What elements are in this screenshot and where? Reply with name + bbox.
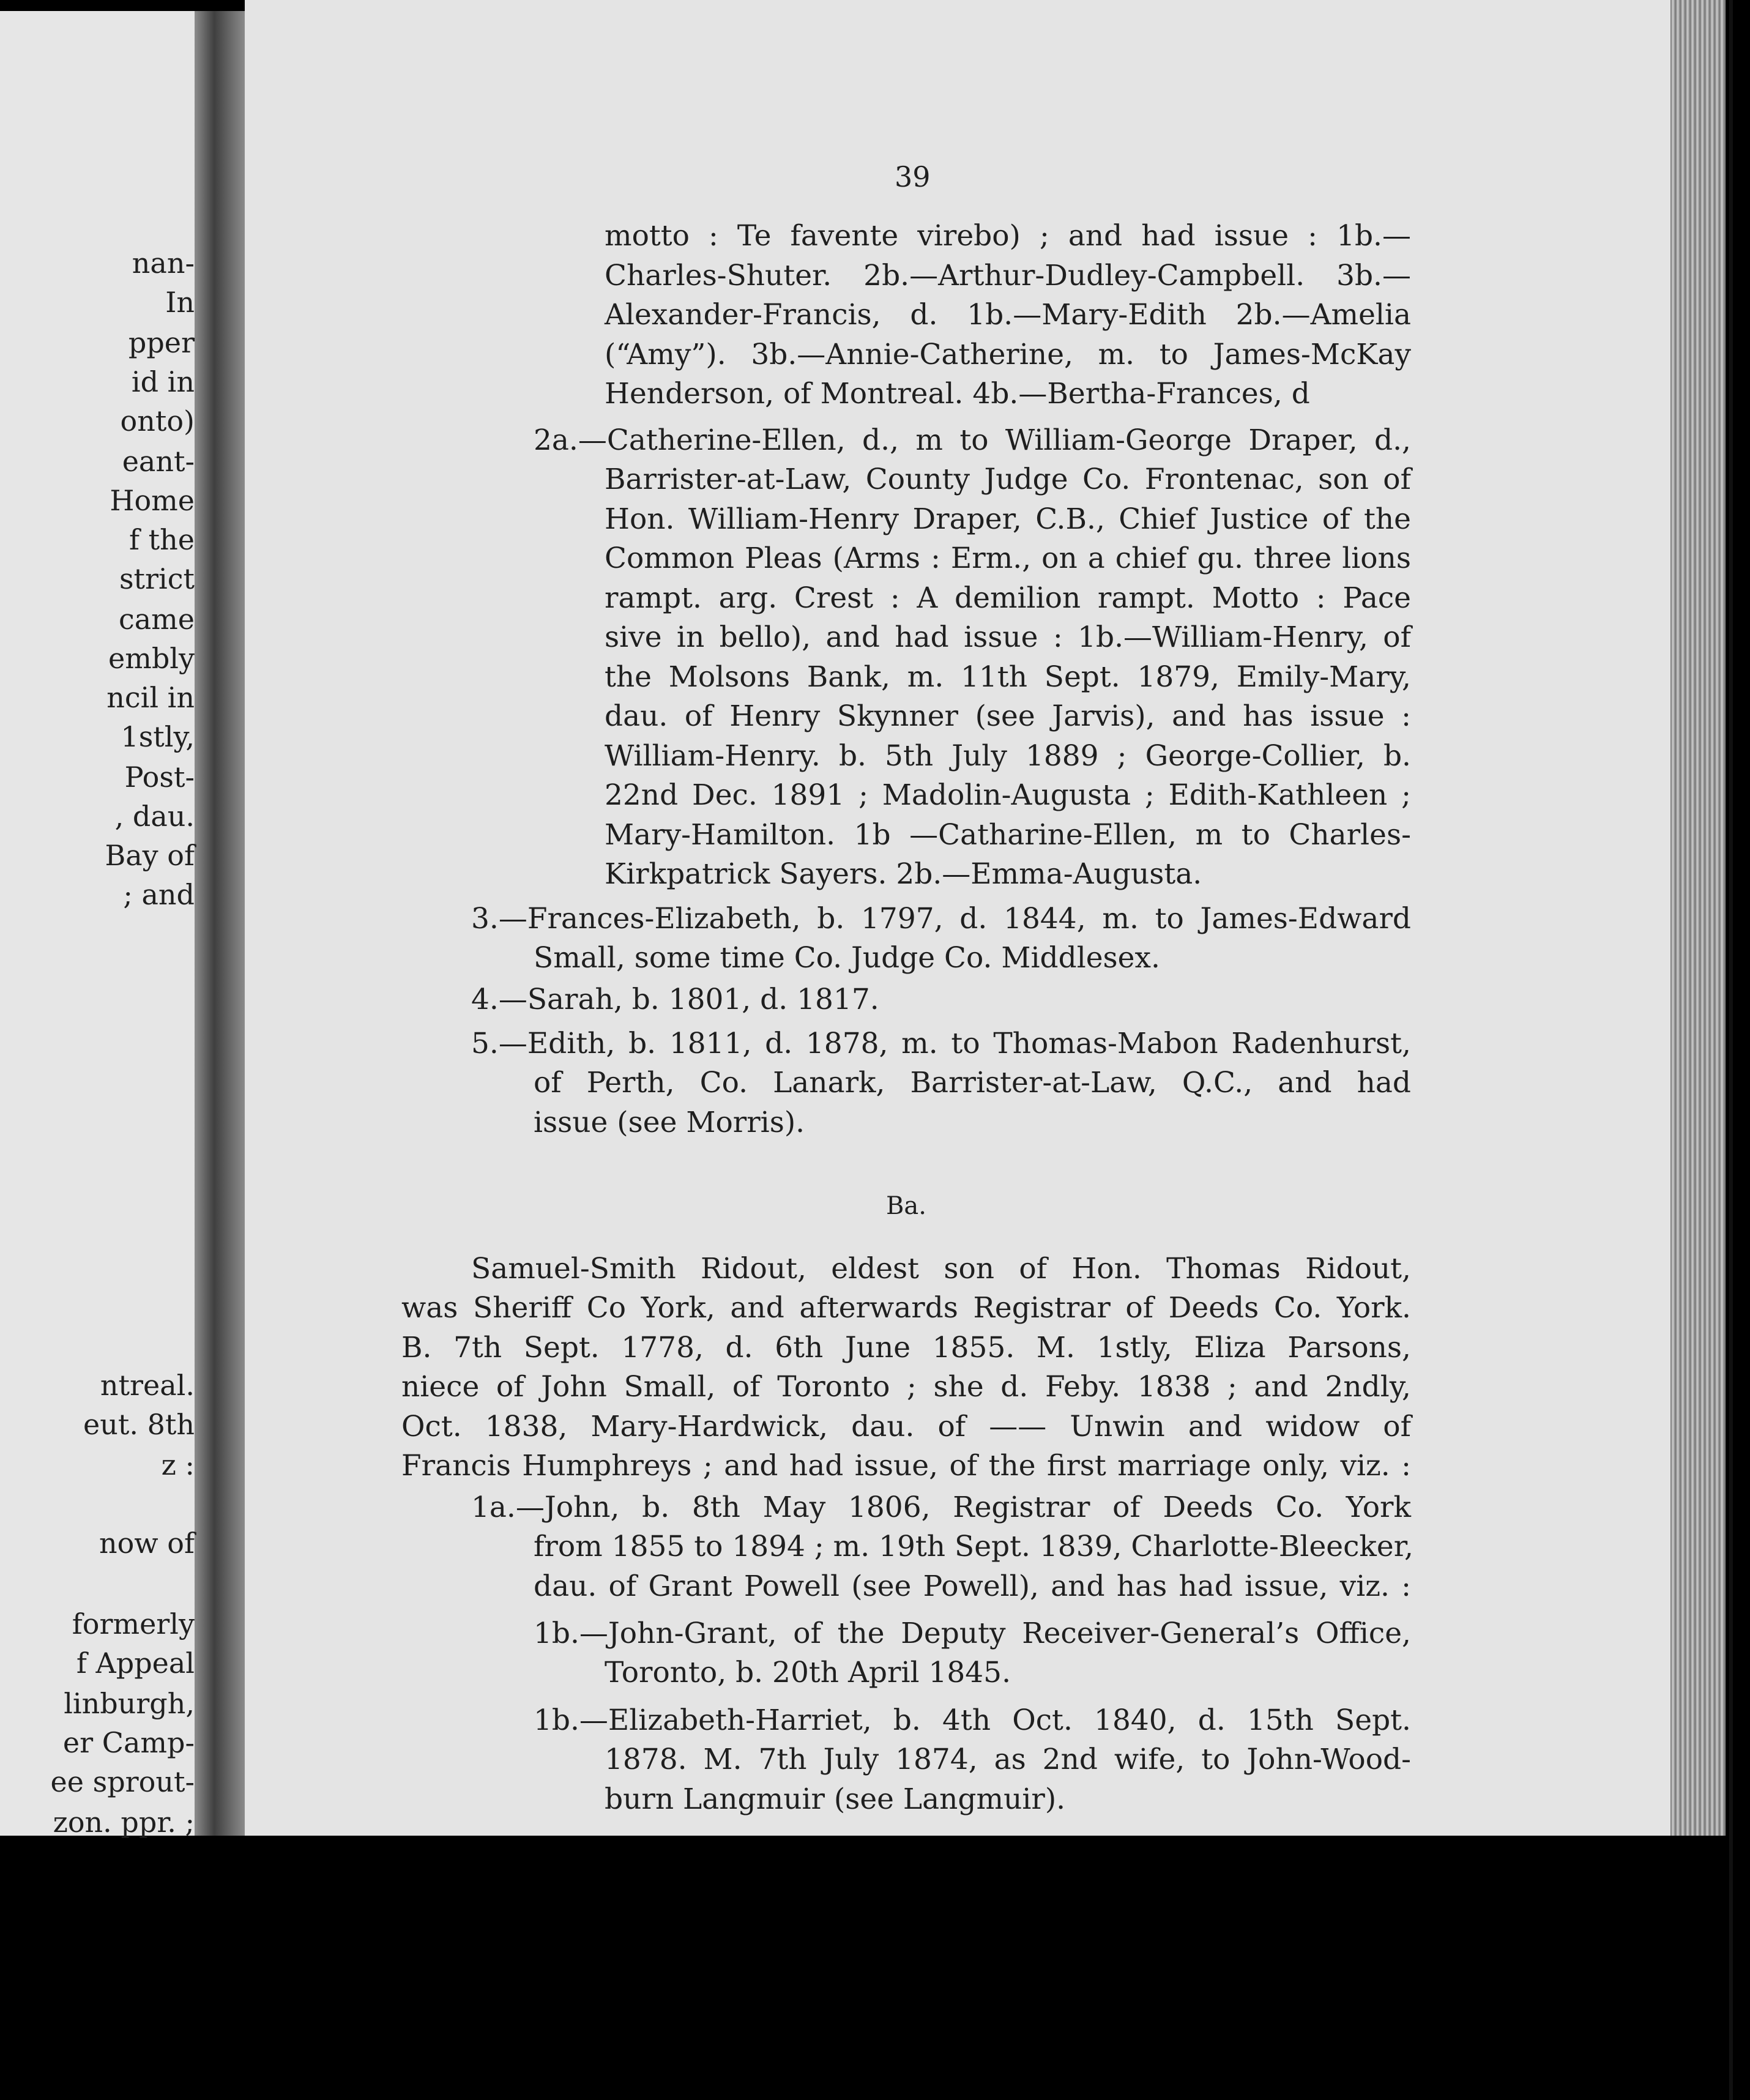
entry-1a-first: [471, 1488, 1411, 1528]
entry-5-first: [471, 1024, 1411, 1064]
left-page-line: In: [165, 286, 195, 319]
text-line: issue (see Morris).: [534, 1105, 805, 1139]
page-edge: [1670, 0, 1726, 1836]
left-page-line: z :: [161, 1448, 195, 1481]
text-line: Kirkpatrick Sayers. 2b.—Emma-Augusta.: [605, 857, 1202, 891]
text-line: (“Amy”). 3b.—Annie-Catherine, m. to James-McKay: [605, 337, 1411, 371]
text-line: Samuel-Smith Ridout, eldest son of Hon. Thomas Ridout,: [471, 1252, 1411, 1286]
text-line: from 1855 to 1894 ; m. 19th Sept. 1839, Charlotte-Bleecker,: [534, 1530, 1413, 1563]
text-line: Common Pleas (Arms : Erm., on a chief gu. three lions: [605, 542, 1411, 575]
text-line: William-Henry. b. 5th July 1889 ; George-Collier, b.: [605, 739, 1411, 773]
text-line: 2a.—Catherine-Ellen, d., m to William-George Draper, d.,: [534, 423, 1411, 457]
text-line: B. 7th Sept. 1778, d. 6th June 1855. M. 1stly, Eliza Parsons,: [401, 1330, 1411, 1365]
entry-2a: [605, 460, 1411, 895]
entry-4: [471, 980, 1411, 1020]
entry-2a-first: [534, 421, 1411, 461]
left-page-line: embly: [108, 642, 195, 675]
text-line: Alexander-Francis, d. 1b.—Mary-Edith 2b.—Amelia: [605, 298, 1411, 332]
left-page-line: onto): [120, 404, 195, 438]
text-line: Francis Humphreys ; and had issue, of the first marriage only, viz. :: [401, 1449, 1411, 1483]
book-gutter: [195, 11, 251, 2024]
text-line: Henderson, of Montreal. 4b.—Bertha-Frances, d: [605, 377, 1310, 411]
entry-3-first: [471, 899, 1411, 939]
text-line: Toronto, b. 20th April 1845.: [605, 1656, 1011, 1689]
text-line: 1a.—John, b. 8th May 1806, Registrar of Deeds Co. York: [471, 1491, 1411, 1524]
left-page-line: eant-: [122, 445, 195, 478]
page-number: 39: [895, 160, 931, 193]
left-page-line: 1stly,: [121, 720, 195, 753]
text-line: 4.—Sarah, b. 1801, d. 1817.: [471, 983, 879, 1016]
left-page-line: , dau.: [114, 800, 195, 833]
entry-1b-john-grant-first: [534, 1614, 1411, 1654]
text-line: was Sheriff Co York, and afterwards Registrar of Deeds Co. York.: [401, 1291, 1411, 1325]
left-page-line: now of: [99, 1527, 195, 1560]
text-line: 1b.—John-Grant, of the Deputy Receiver-General’s Office,: [534, 1617, 1411, 1650]
left-page-line: strict: [119, 562, 195, 595]
left-page-line: pper: [128, 326, 195, 359]
entry-5: [534, 1063, 1411, 1142]
text-line: sive in bello), and had issue : 1b.—William-Henry, of: [605, 620, 1411, 654]
left-page-line: linburgh,: [64, 1687, 195, 1720]
text-line: 5.—Edith, b. 1811, d. 1878, m. to Thomas-Mabon Radenhurst,: [471, 1027, 1411, 1060]
left-page-line: came: [118, 603, 195, 636]
text-line: Barrister-at-Law, County Judge Co. Frontenac, son of: [605, 463, 1411, 496]
text-line: burn Langmuir (see Langmuir).: [605, 1782, 1066, 1816]
text-line: Charles-Shuter. 2b.—Arthur-Dudley-Campbell. 3b.—: [605, 258, 1411, 292]
text-line: the Molsons Bank, m. 11th Sept. 1879, Emily-Mary,: [605, 660, 1411, 694]
left-page-line: ; and: [123, 878, 195, 911]
left-page-line: Bay of: [105, 839, 195, 872]
text-line: rampt. arg. Crest : A demilion rampt. Motto : Pace: [605, 581, 1411, 615]
entry-continuation: [605, 217, 1411, 414]
entry-1b-elizabeth-first: [534, 1701, 1411, 1741]
section-intro: [401, 1289, 1411, 1486]
entry-1b-elizabeth: [605, 1740, 1411, 1819]
text-line: 1b.—Elizabeth-Harriet, b. 4th Oct. 1840, d. 15th Sept.: [534, 1703, 1411, 1737]
text-line: Oct. 1838, Mary-Hardwick, dau. of —— Unwin and widow of: [401, 1409, 1411, 1443]
left-page-line: nan-: [132, 247, 195, 280]
left-page-line: ee sprout-: [50, 1765, 195, 1798]
section-heading: Ba.: [886, 1192, 926, 1220]
text-line: niece of John Small, of Toronto ; she d. Feby. 1838 ; and 2ndly,: [401, 1370, 1411, 1404]
left-page-line: ntreal.: [100, 1369, 195, 1402]
text-line: Small, some time Co. Judge Co. Middlesex.: [534, 941, 1160, 975]
left-page-line: Home: [110, 484, 195, 517]
left-page-line: zon. ppr. ;: [53, 1806, 195, 1839]
section-intro-first: [471, 1249, 1411, 1289]
text-line: dau. of Grant Powell (see Powell), and has had issue, viz. :: [534, 1569, 1411, 1603]
entry-3: [534, 939, 1411, 978]
entry-1b-john-grant: [605, 1653, 1411, 1693]
left-page-line: ncil in: [106, 681, 195, 714]
left-page-line: f Appeal: [76, 1647, 195, 1680]
text-line: motto : Te favente virebo) ; and had issue : 1b.—: [605, 219, 1411, 253]
text-line: 22nd Dec. 1891 ; Madolin-Augusta ; Edith-Kathleen ;: [605, 778, 1411, 812]
text-line: Hon. William-Henry Draper, C.B., Chief Justice of the: [605, 502, 1411, 536]
text-line: of Perth, Co. Lanark, Barrister-at-Law, Q.C., and had: [534, 1066, 1411, 1100]
left-page-line: eut. 8th: [83, 1408, 195, 1441]
page-bottom-shadow: [0, 1836, 1726, 2100]
frame-edge: [1729, 0, 1733, 2100]
left-page-line: er Camp-: [62, 1726, 195, 1759]
left-page-line: f the: [129, 523, 195, 556]
text-line: Mary-Hamilton. 1b —Catharine-Ellen, m to Charles-: [605, 817, 1411, 852]
text-line: 1878. M. 7th July 1874, as 2nd wife, to John-Wood-: [605, 1743, 1411, 1776]
text-line: dau. of Henry Skynner (see Jarvis), and has issue :: [605, 699, 1411, 733]
left-page-line: id in: [131, 365, 195, 398]
entry-1a: [534, 1527, 1411, 1606]
text-line: 3.—Frances-Elizabeth, b. 1797, d. 1844, m. to James-Edward: [471, 902, 1411, 936]
left-page-line: formerly: [72, 1607, 195, 1640]
left-page-line: Post-: [124, 761, 195, 794]
